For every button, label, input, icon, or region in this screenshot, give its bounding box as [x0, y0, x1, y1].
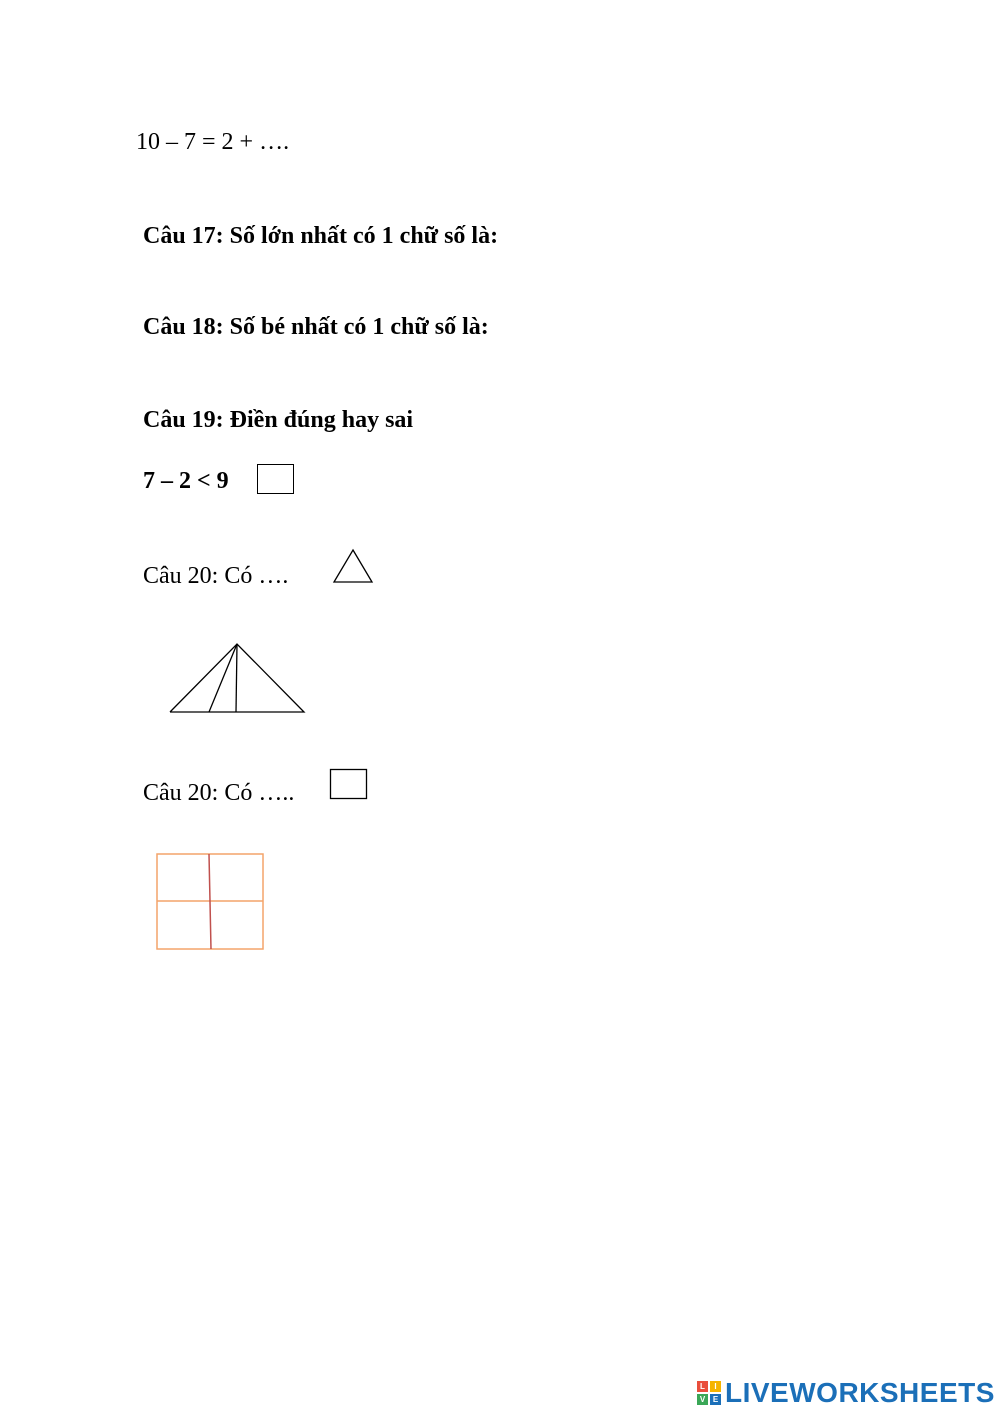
logo-letter-l: L: [697, 1381, 708, 1392]
question-19-title: Câu 19: Điền đúng hay sai: [143, 407, 414, 433]
liveworksheets-wordmark: LIVEWORKSHEETS: [725, 1377, 995, 1408]
liveworksheets-logo-icon: [697, 1381, 721, 1405]
question-17: Câu 17: Số lớn nhất có 1 chữ số là:: [143, 223, 499, 249]
logo-letter-v: V: [697, 1394, 708, 1405]
equation-line: 10 – 7 = 2 + ….: [136, 129, 290, 155]
logo-letter-i: I: [710, 1381, 721, 1392]
question-20-squares: Câu 20: Có …..: [143, 780, 295, 806]
divided-square: [154, 851, 266, 953]
liveworksheets-watermark: [697, 1377, 995, 1409]
question-20-triangles: Câu 20: Có ….: [143, 563, 289, 589]
divided-triangle: [166, 640, 308, 716]
rectangle-icon: [329, 768, 369, 801]
triangle-icon: [332, 548, 374, 584]
true-false-answer-box[interactable]: [257, 464, 294, 494]
question-18: Câu 18: Số bé nhất có 1 chữ số là:: [143, 314, 489, 340]
question-19-expression: 7 – 2 < 9: [143, 468, 229, 494]
logo-letter-e: E: [710, 1394, 721, 1405]
